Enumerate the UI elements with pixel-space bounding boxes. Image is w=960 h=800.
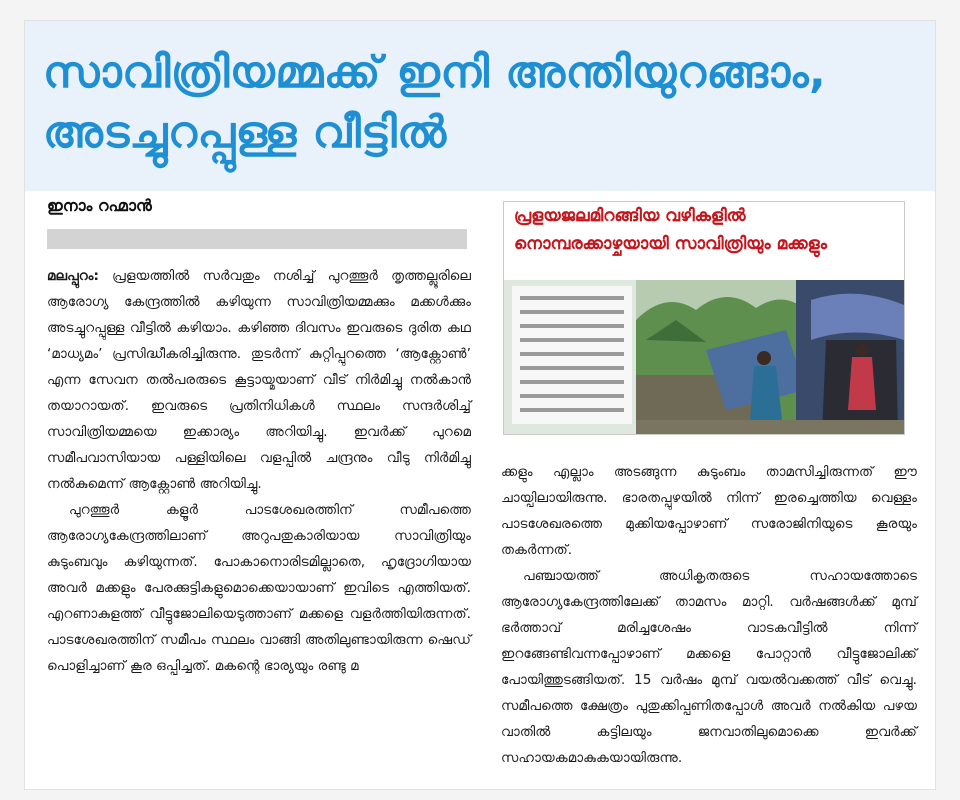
article-column-right [501,459,917,771]
paragraph [47,263,471,497]
article-photo [503,201,905,435]
dateline: മലപ്പുറം: [47,268,99,284]
photo-title-line-1: പ്രളയജലമിറങ്ങിയ വഴികളിൽ [514,206,746,226]
headline-line-1: സാവിത്രിയമ്മക്ക് ഇനി അന്തിയുറങ്ങാം, [43,47,827,98]
photo-embedded-headline [504,202,904,280]
headline-line-2: അടച്ചുറപ്പുള്ള വീട്ടിൽ [43,107,447,158]
photo-title-line-2: നൊമ്പരക്കാഴ്ചയായി സാവിത്രിയും മക്കളും [514,234,827,254]
separator-bar [47,229,467,249]
newspaper-clipping [24,20,936,790]
paragraph: പുറത്തൂർ കളൂർ പാടശേഖരത്തിന് സമീപത്തെ ആരോഗ്യകേന്ദ്രത്തിലാണ് അറുപതുകാരിയായ സാവിത്രിയും കുടുംബവും കഴിയുന്നത്. പോകാനൊരിടമില്ലാതെ, ഹൃദ്രോഗിയായ അവർ മക്കളും പേരക്കുട്ടികളുമൊക്കെയായാണ് ഇവിടെ എത്തിയത്. എറണാകുളത്ത് വീട്ടുജോലിയെടുത്താണ് മക്കളെ വളർത്തിയിരുന്നത്. പാടശേഖരത്തിന് സമീപം സ്ഥലം വാങ്ങി അതിലുണ്ടായിരുന്ന ഷെഡ് പൊളിച്ചാണ് കൂര ഒപ്പിച്ചത്. മകന്റെ ഭാര്യയും രണ്ടു മ [47,502,471,674]
article-column-left [47,263,471,679]
headline-band [25,21,935,191]
flood-scene-image [636,280,904,434]
byline: ഇനാം റഹ്മാൻ [47,196,152,215]
paragraph: പഞ്ചായത്ത് അധികൃതരുടെ സഹായത്തോടെ ആരോഗ്യകേന്ദ്രത്തിലേക്ക് താമസം മാറ്റി. വർഷങ്ങൾക്ക് മുമ്പ് ഭർത്താവ് മരിച്ചശേഷം വാടകവീട്ടിൽ നിന്ന് ഇറങ്ങേണ്ടിവന്നപ്പോഴാണ് മക്കളെ പോറ്റാൻ വീട്ടുജോലിക്ക് പോയിത്തുടങ്ങിയത്. 15 വർഷം മുമ്പ് വയൽവക്കത്ത് വീട് വെച്ചു. സമീപത്തെ ക്ഷേത്രം പുതുക്കിപ്പണിതപ്പോൾ അവർ നൽകിയ പഴയ വാതിൽ കട്ടിലയും ജനവാതിലുമൊക്കെ ഇവർക്ക് സഹായകമാകുകയായിരുന്നു. [501,568,917,766]
photo-inset-clipping [512,286,632,424]
paragraph-text: പ്രളയത്തിൽ സർവതും നശിച്ച് പുറത്തൂർ തൃത്തല്ലൂരിലെ ആരോഗ്യ കേന്ദ്രത്തിൽ കഴിയുന്ന സാവിത്രിയമ്മക്കും മക്കൾക്കും അടച്ചുറപ്പുള്ള വീട്ടിൽ കഴിയാം. കഴിഞ്ഞ ദിവസം ഇവരുടെ ദുരിത കഥ ‘മാധ്യമം’ പ്രസിദ്ധീകരിച്ചിരുന്നു. തുടർന്ന് കുറ്റിപ്പുറത്തെ ‘ആക്റ്റോൺ’ എന്ന സേവന തൽപരരുടെ കൂട്ടായ്മയാണ് വീട് നിർമിച്ചു നൽകാൻ തയാറായത്. ഇവരുടെ പ്രതിനിധികൾ സ്ഥലം സന്ദർശിച്ച് സാവിത്രിയമ്മയെ ഇക്കാര്യം അറിയിച്ചു. ഇവർക്ക് പുറമെ സമീപവാസിയായ പള്ളിയിലെ വളപ്പിൽ ചന്ദ്രനും വീടു നിർമിച്ചു നൽകുമെന്ന് ആക്റ്റോൺ അറിയിച്ചു. [47,268,471,492]
headline [43,43,923,163]
paragraph: ക്കളും എല്ലാം അടങ്ങുന്ന കുടുംബം താമസിച്ചിരുന്നത് ഈ ചായ്പിലായിരുന്നു. ഭാരതപ്പുഴയിൽ നിന്ന് ഇരച്ചെത്തിയ വെള്ളം പാടശേഖരത്തെ മുക്കിയപ്പോഴാണ് സരോജിനിയുടെ കൂരയും തകർന്നത്. [501,464,917,558]
